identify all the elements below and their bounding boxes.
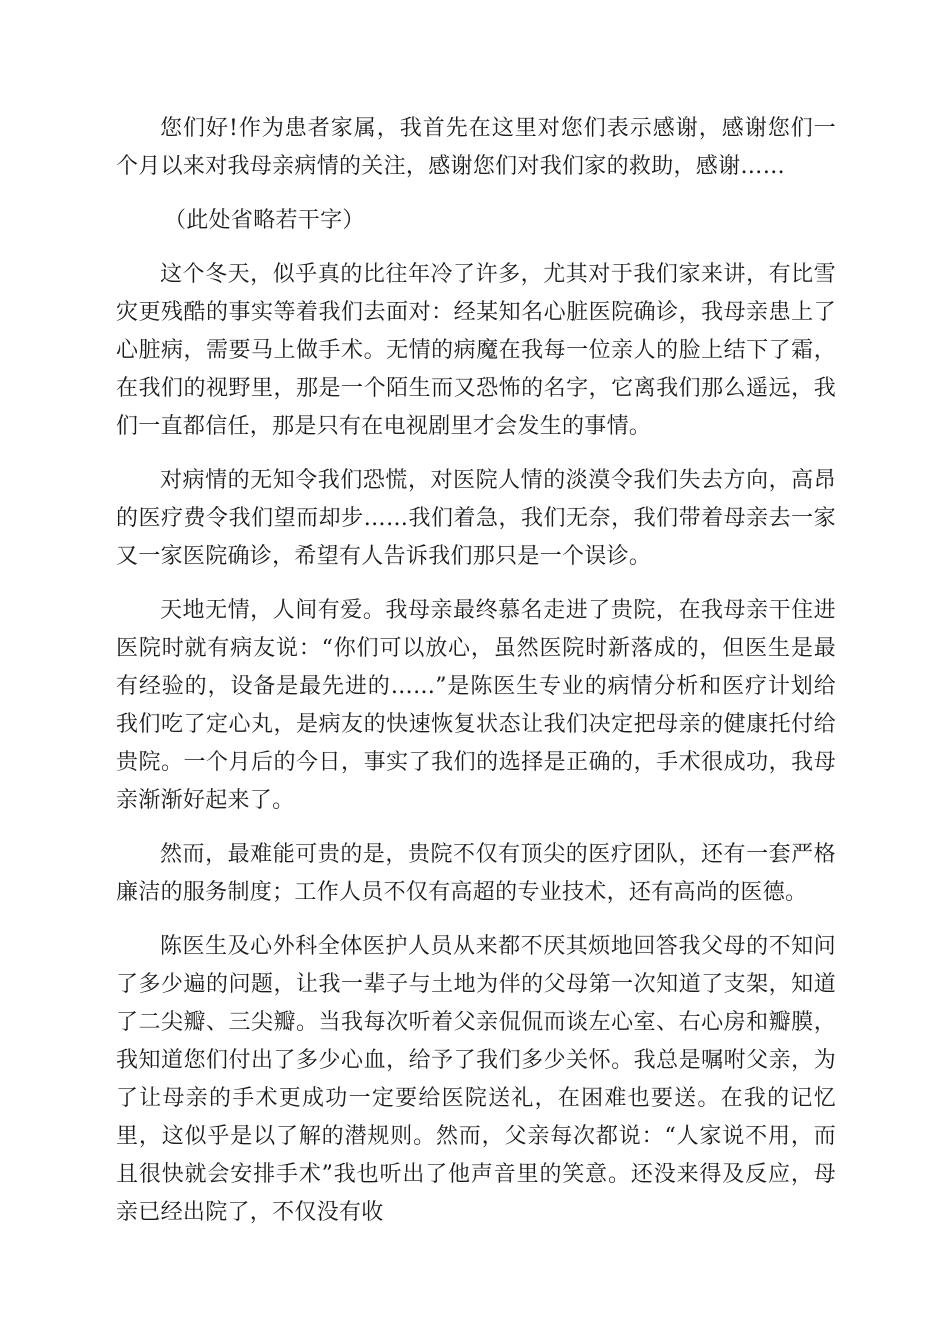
paragraph-ethics: 然而，最难能可贵的是，贵院不仅有顶尖的医疗团队，还有一套严格廉洁的服务制度；工作人员不仅有高超的专业技术，还有高尚的医德。: [116, 842, 836, 905]
paragraph-greeting: 您们好!作为患者家属，我首先在这里对您们表示感谢，感谢您们一个月以来对我母亲病情的关注，感谢您们对我们家的救助，感谢……: [116, 116, 836, 179]
paragraph-omission-note: （此处省略若干字）: [164, 208, 365, 233]
paragraph-staff-care: 陈医生及心外科全体医护人员从来都不厌其烦地回答我父母的不知问了多少遍的问题，让我一辈子与土地为伴的父母第一次知道了支架，知道了二尖瓣、三尖瓣。当我每次听着父亲侃侃而谈左心室、右心房和瓣膜，我知道您们付出了多少心血，给予了我们多少关怀。我总是嘱咐父亲，为了让母亲的手术更成功一定要给医院送礼，在困难也要送。在我的记忆里，这似乎是以了解的潜规则。然而，父亲每次都说：“人家说不用，而且很快就会安排手术”我也听出了他声音里的笑意。还没来得及反应，母亲已经出院了，不仅没有收: [116, 934, 836, 1225]
paragraph-hospital-choice: 天地无情，人间有爱。我母亲最终慕名走进了贵院，在我母亲干住进医院时就有病友说：“你们可以放心，虽然医院时新落成的，但医生是最有经验的，设备是最先进的……”是陈医生专业的病情分析和医疗计划给我们吃了定心丸，是病友的快速恢复状态让我们决定把母亲的健康托付给贵院。一个月后的今日，事实了我们的选择是正确的，手术很成功，我母亲渐渐好起来了。: [116, 598, 836, 813]
letter-body: [116, 110, 836, 1232]
paragraph-winter: 这个冬天，似乎真的比往年冷了许多，尤其对于我们家来讲，有比雪灾更残酷的事实等着我们去面对：经某知名心脏医院确诊，我母亲患上了心脏病，需要马上做手术。无情的病魔在我每一位亲人的脸上结下了霜，在我们的视野里，那是一个陌生而又恐怖的名字，它离我们那么遥远，我们一直都信任，那是只有在电视剧里才会发生的事情。: [116, 262, 836, 439]
paragraph-fear: 对病情的无知令我们恐慌，对医院人情的淡漠令我们失去方向，高昂的医疗费令我们望而却步……我们着急，我们无奈，我们带着母亲去一家又一家医院确诊，希望有人告诉我们那只是一个误诊。: [116, 468, 836, 569]
